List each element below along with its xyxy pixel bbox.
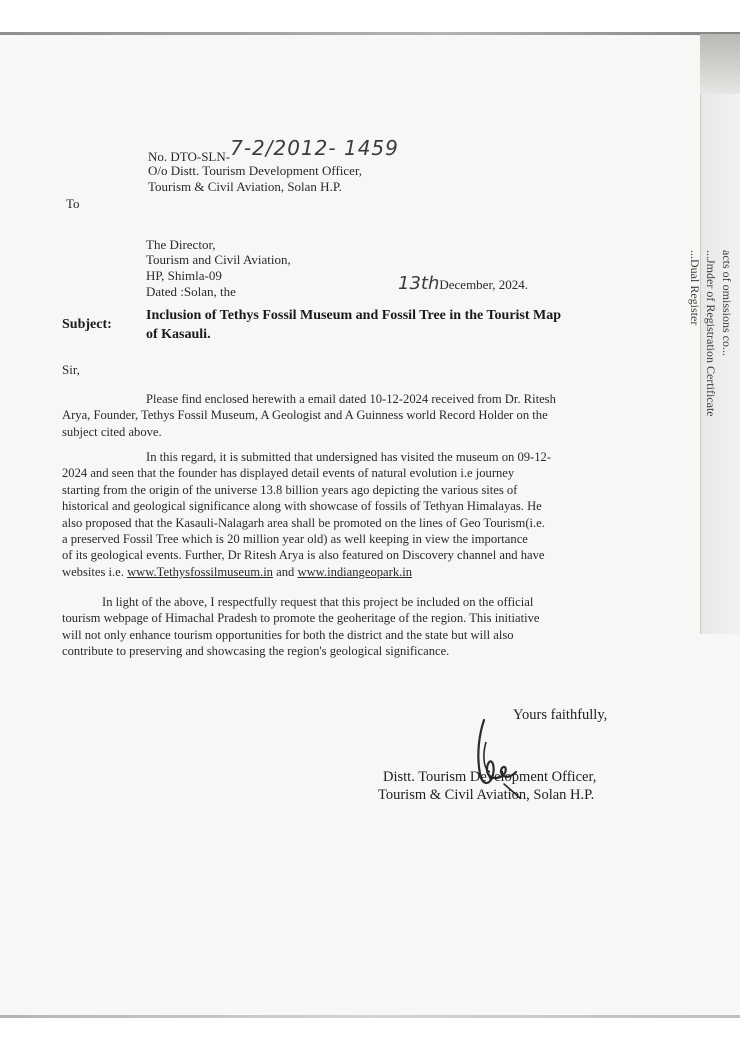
para2-line-8-mid: and (272, 564, 298, 579)
tethys-museum-link[interactable]: www.Tethysfossilmuseum.in (127, 564, 273, 579)
underlying-line-2: ...Jmder of Registration Certificate (704, 250, 718, 417)
para1-line-3: subject cited above. (62, 424, 162, 439)
subject-line-2: of Kasauli. (146, 327, 211, 342)
para3-line-4: contribute to preserving and showcasing the region's geological significance. (62, 644, 450, 659)
reference-prefix: No. DTO-SLN- (148, 149, 231, 164)
recipient-line-3: HP, Shimla-09 (146, 268, 222, 283)
page-top-edge (0, 32, 740, 35)
para2-line-5: also proposed that the Kasauli-Nalagarh area shall be promoted on the lines of Geo Tourism(i.e. (62, 515, 545, 530)
dated-label: Dated :Solan, the (146, 284, 236, 299)
paragraph-1 (62, 391, 620, 440)
para2-line-2: 2024 and seen that the founder has displayed detail events of natural evolution i.e journey (62, 466, 515, 481)
para2-line-8-prefix: websites i.e. (62, 564, 128, 579)
recipient-line-2: Tourism and Civil Aviation, (146, 252, 291, 267)
to-label: To (66, 196, 80, 211)
paragraph-2 (62, 449, 620, 580)
para1-line-2: Arya, Founder, Tethys Fossil Museum, A Geologist and A Guinness world Record Holder on the (62, 408, 548, 423)
scan-bottom-margin (0, 1018, 740, 1047)
para2-line-1: In this regard, it is submitted that undersigned has visited the museum on 09-12- (146, 450, 552, 464)
paragraph-3 (62, 594, 620, 660)
para3-line-1: In light of the above, I respectfully request that this project be included on the official (102, 595, 534, 609)
date-line (398, 273, 529, 294)
subject-line-1: Inclusion of Tethys Fossil Museum and Fossil Tree in the Tourist Map (146, 308, 562, 323)
closing: Yours faithfully, (513, 707, 608, 723)
para1-line-1: Please find enclosed herewith a email dated 10-12-2024 received from Dr. Ritesh (146, 392, 556, 406)
reference-handwritten: 7-2/2012- 1459 (230, 136, 399, 160)
para3-line-2: tourism webpage of Himachal Pradesh to promote the geoheritage of the region. This initiative (62, 611, 540, 626)
signatory-line-2: Tourism & Civil Aviation, Solan H.P. (378, 787, 595, 803)
para2-line-3: starting from the origin of the universe 13.8 billion years ago depicting the various sites of (62, 482, 518, 497)
office-line-1: O/o Distt. Tourism Development Officer, (148, 163, 362, 178)
para2-line-4: historical and geological significance along with showcase of fossils of Tethyan Himalayas. He (62, 499, 542, 514)
indian-geopark-link[interactable]: www.indiangeopark.in (297, 564, 413, 579)
date-rest: December, 2024. (439, 277, 529, 292)
para2-line-6: a preserved Fossil Tree which is 20 million year old) as well keeping in view the importance (62, 532, 528, 547)
para3-line-3: will not only enhance tourism opportunities for both the district and the state but will also (62, 627, 514, 642)
date-handwritten: 13th (398, 273, 440, 294)
underlying-page-text (687, 250, 735, 417)
subject-label: Subject: (62, 317, 112, 332)
underlying-line-1: acts of omissions co... (720, 250, 734, 356)
underlying-line-3: ...Dual Register (688, 250, 702, 326)
recipient-line-1: The Director, (146, 237, 216, 252)
page-corner-shadow (700, 34, 740, 94)
para2-line-8 (62, 564, 620, 580)
office-line-2: Tourism & Civil Aviation, Solan H.P. (148, 179, 342, 194)
para2-line-7: of its geological events. Further, Dr Ritesh Arya is also featured on Discovery channel and have (62, 548, 545, 563)
salutation: Sir, (62, 362, 80, 377)
scan-top-margin (0, 0, 740, 34)
signatory-line-1: Distt. Tourism Development Officer, (383, 769, 597, 785)
